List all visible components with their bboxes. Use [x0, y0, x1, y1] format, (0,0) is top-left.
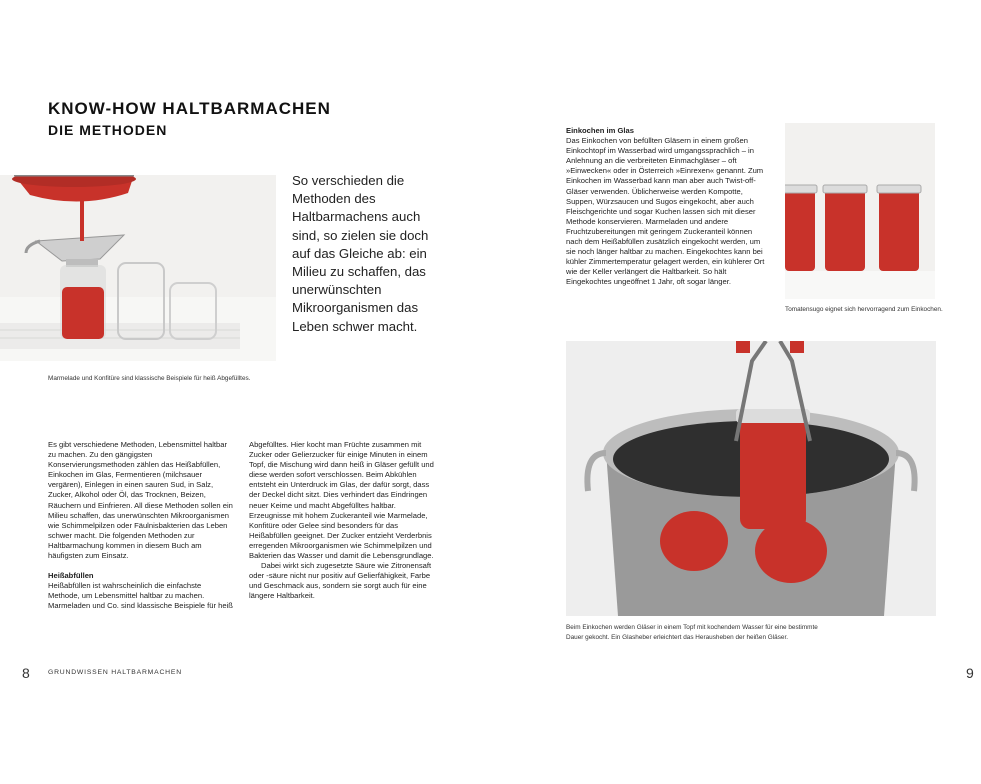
page-subtitle: DIE METHODEN: [48, 122, 168, 138]
heissabfuellen-heading: Heißabfüllen: [48, 571, 94, 581]
tomato-jars-photo: [785, 123, 935, 299]
intro-quote: So verschieden die Methoden des Haltbarmachens auch sind, so zielen sie doch auf das Gleiche ab: ein Milieu zu schaffen, das unerwünschten Mikroorganismen das Leben schwer macht.: [292, 173, 429, 334]
canning-pot-caption: Beim Einkochen werden Gläser in einem Topf mit kochendem Wasser für eine bestimmte Dauer gekocht. Ein Glasheber erleichtert das Herausheben der heißen Gläser.: [566, 624, 818, 641]
canning-pot-photo: [566, 341, 936, 616]
page-number-right: 9: [966, 665, 974, 681]
column1-paragraph-1: Es gibt verschiedene Methoden, Lebensmittel haltbar zu machen. Zu den gängigsten Konservierungsmethoden zählen das Heißabfüllen, Einkochen im Glas, Fermentieren (milchsauer vergären), Einlegen in einen sauren Sud, in Salz, Zucker, Alkohol oder Öl, das Trocknen, Beizen, Räuchern und Einfrieren. All diese Methoden sollen ein Milieu schaffen, das unerwünschten Mikroorganismen wie Schimmelpilzen oder Fäulnisbakterien das Leben schwer macht. Die folgenden Methoden zur Haltbarmachung kommen in diesem Buch am häufigsten zum Einsatz.: [48, 440, 233, 561]
column2-paragraph-2: Dabei wirkt sich zugesetzte Säure wie Zitronensaft oder -säure nicht nur positiv auf Gelierfähigkeit, Farbe und Geschmack aus, sondern sie sorgt auch für eine längere Haltbarkeit.: [249, 561, 432, 601]
einkochen-heading: Einkochen im Glas: [566, 126, 634, 135]
jam-pouring-photo: [0, 175, 276, 361]
page-title: KNOW-HOW HALTBARMACHEN: [48, 99, 331, 118]
jam-photo-caption: Marmelade und Konfitüre sind klassische Beispiele für heiß Abgefülltes.: [48, 375, 251, 382]
page-number-left: 8: [22, 665, 30, 681]
column1-paragraph-2: Heißabfüllen ist wahrscheinlich die einfachste Methode, um Lebensmittel haltbar zu machen. Marmeladen und Co. sind klassische Beispiele für heiß: [48, 581, 233, 611]
einkochen-text: Das Einkochen von befüllten Gläsern in einem großen Einkochtopf im Wasserbad wird umgangssprachlich – in Anlehnung an die verbreiteten Einmachgläser – oft »Einwecken« oder in Österreich »Einrexen« genannt. Zum Einkochen im Wasserbad kann man aber auch Twist-off-Gläser verwenden. Üblicherweise werden Kompotte, Suppen, Würzsaucen und Sugos eingekocht, aber auch Fleischgerichte und sogar Kuchen lassen sich mit dieser Methode konservieren. Marmeladen und andere Fruchtzubereitungen mit geringem Zuckeranteil können nach dem Heißabfüllen zusätzlich eingekocht werden, um sie noch länger haltbar zu machen. Eingekochtes kann bei kühler Zimmertemperatur gelagert werden, ein kühlerer Ort wie der Keller verlängert die Haltbarkeit. So hält Eingekochtes ungeöffnet 1 Jahr, oft sogar länger.: [566, 136, 765, 287]
text-column-1: [48, 440, 233, 612]
column2-paragraph-1: Abgefülltes. Hier kocht man Früchte zusammen mit Zucker oder Gelierzucker für einige Minuten in einem Topf, die Mischung wird dann heiß in Gläser gefüllt und diese werden sofort verschlossen. Beim Abkühlen entsteht ein Unterdruck im Glas, der dafür sorgt, dass der Deckel dicht sitzt. Dies verhindert das Eindringen neuer Keime und macht Abgefülltes haltbar. Erzeugnisse mit hohem Zuckeranteil wie Marmelade, Konfitüre oder Gelee sind besonders für das Heißabfüllen geeignet. Der Zucker entzieht Verderbnis erregenden Mikroorganismen wie Schimmelpilzen und Bakterien das Wasser und damit die Lebensgrundlage.: [249, 440, 434, 561]
running-head: GRUNDWISSEN HALTBARMACHEN: [48, 669, 182, 676]
text-column-2: [249, 440, 434, 602]
tomato-jars-caption: Tomatensugo eignet sich hervorragend zum Einkochen.: [785, 306, 943, 313]
einkochen-section: [566, 126, 766, 288]
